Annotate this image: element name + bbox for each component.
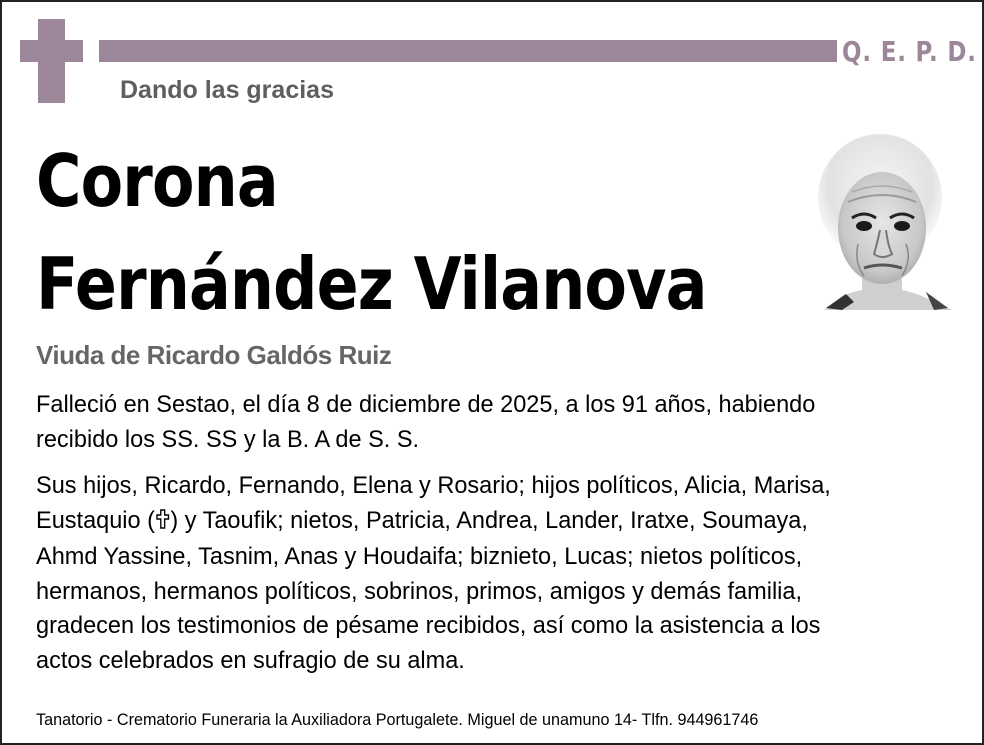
kicker-text: Dando las gracias (120, 76, 334, 104)
death-notice-paragraph (36, 388, 815, 457)
text-line: actos celebrados en sufragio de su alma. (36, 646, 465, 674)
name-line-1: Corona (36, 139, 278, 223)
deceased-cross-icon (155, 506, 170, 541)
text-line: Falleció en Sestao, el día 8 de diciembre de 2025, a los 91 años, habiendo (36, 391, 816, 418)
text-line: gradecen los testimonios de pésame recibidos, así como la asistencia a los (36, 612, 821, 639)
portrait-photo (802, 130, 972, 310)
text-fragment: ) y Taoufik; nietos, Patricia, Andrea, Lander, Iratxe, Soumaya, (170, 506, 808, 534)
qepd-title: Q. E. P. D. (842, 35, 977, 68)
widow-subtitle: Viuda de Ricardo Galdós Ruiz (36, 340, 392, 370)
text-line (36, 504, 831, 541)
text-line: Sus hijos, Ricardo, Fernando, Elena y Rosario; hijos políticos, Alicia, Marisa, (36, 472, 831, 499)
text-line: hermanos, hermanos políticos, sobrinos, primos, amigos y demás familia, (36, 577, 803, 605)
text-fragment: Eustaquio ( (36, 506, 155, 534)
deceased-name (36, 130, 707, 336)
header-rule (99, 40, 837, 62)
portrait-illustration (802, 130, 972, 310)
name-line-2: Fernández Vilanova (36, 242, 707, 326)
text-line: Ahmd Yassine, Tasnim, Anas y Houdaifa; biznieto, Lucas; nietos políticos, (36, 543, 803, 570)
text-line: recibido los SS. SS y la B. A de S. S. (36, 425, 420, 453)
family-paragraph (36, 469, 831, 678)
funeral-home-footer: Tanatorio - Crematorio Funeraria la Auxiliadora Portugalete. Miguel de unamuno 14- Tlfn. 944961746 (36, 711, 759, 729)
cross-horizontal-bar (20, 40, 83, 62)
